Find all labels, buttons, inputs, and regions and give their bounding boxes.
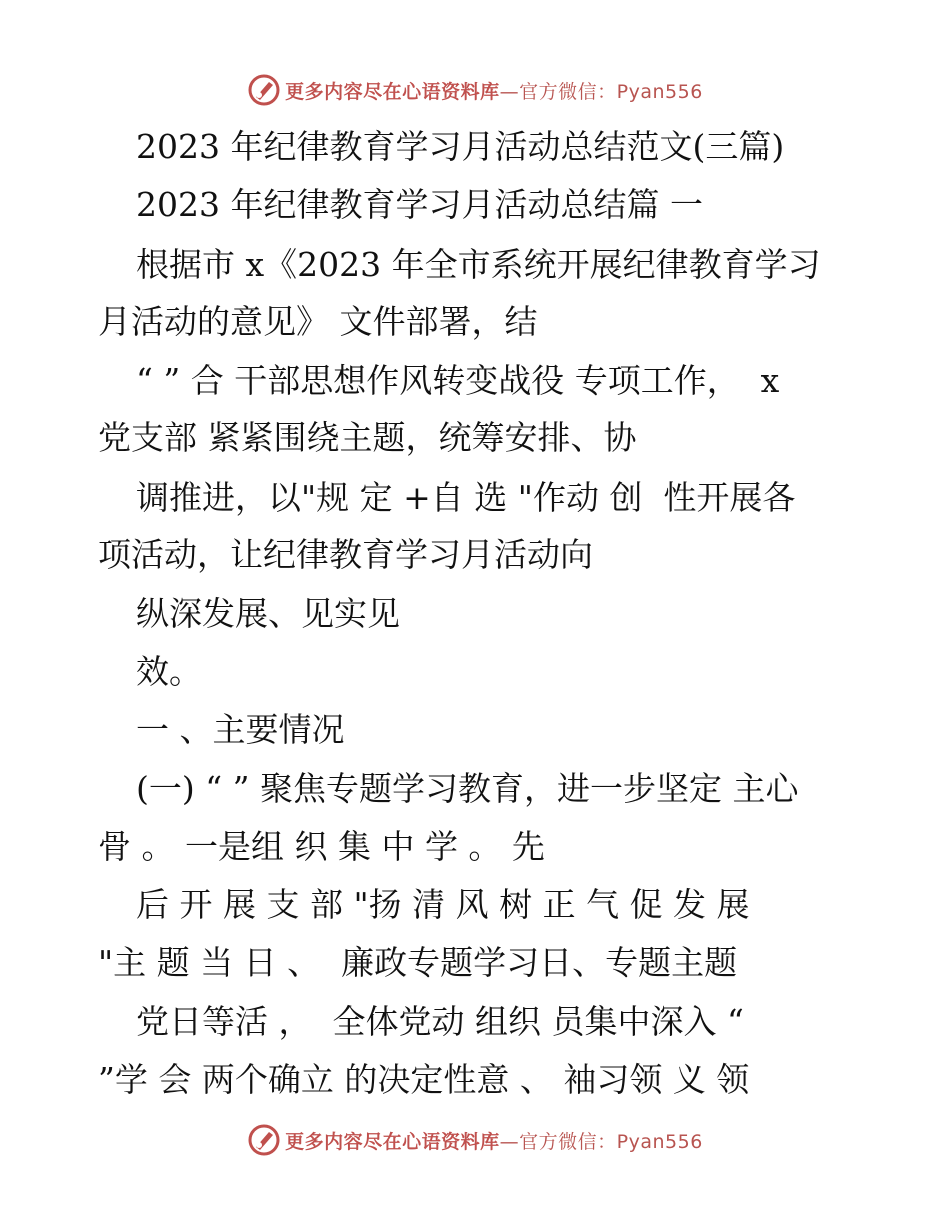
paragraph-line: "主 题 当 日 、 廉政专题学习日、专题主题 (98, 943, 738, 982)
doc-title: 2023 年纪律教育学习月活动总结范文(三篇) (136, 127, 785, 166)
header-watermark (0, 70, 950, 110)
paragraph-line: 后 开 展 支 部 "扬 清 风 树 正 气 促 发 展 (136, 885, 750, 924)
paragraph-line: ”学 会 两个确立 的决定性意 、 袖习领 义 领 (98, 1060, 750, 1099)
paragraph-line: 调推进，以"规 定 +自 选 "作动 创 性开展各 (136, 478, 796, 517)
brand-logo-icon (247, 1123, 281, 1157)
watermark-text: 更多内容尽在心语资料库—官方微信：Pyan556 (285, 80, 703, 103)
paragraph-line: 项活动，让纪律教育学习月活动向 (98, 535, 593, 574)
paragraph-line: 效。 (136, 652, 202, 691)
paragraph-line: 骨 。 一是组 织 集 中 学 。 先 (98, 827, 545, 866)
footer-watermark (0, 1120, 950, 1160)
paragraph-line: 月活动的意见》 文件部署，结 (98, 302, 538, 341)
paragraph-line: 根据市 x《2023 年全市系统开展纪律教育学习 (136, 245, 821, 284)
paragraph-line: “ ” 合 干部思想作风转变战役 专项工作， x (136, 361, 780, 400)
paragraph-line: (一) “ ” 聚焦专题学习教育，进一步坚定 主心 (136, 769, 799, 808)
section-title: 2023 年纪律教育学习月活动总结篇 一 (136, 185, 703, 224)
section-heading: 一 、主要情况 (136, 710, 345, 749)
brand-logo-icon (247, 73, 281, 107)
paragraph-line: 党日等活 ， 全体党动 组织 员集中深入 “ (136, 1002, 744, 1041)
watermark-text: 更多内容尽在心语资料库—官方微信：Pyan556 (285, 1130, 703, 1153)
paragraph-line: 党支部 紧紧围绕主题，统筹安排、协 (98, 418, 637, 457)
paragraph-line: 纵深发展、见实见 (136, 594, 400, 633)
